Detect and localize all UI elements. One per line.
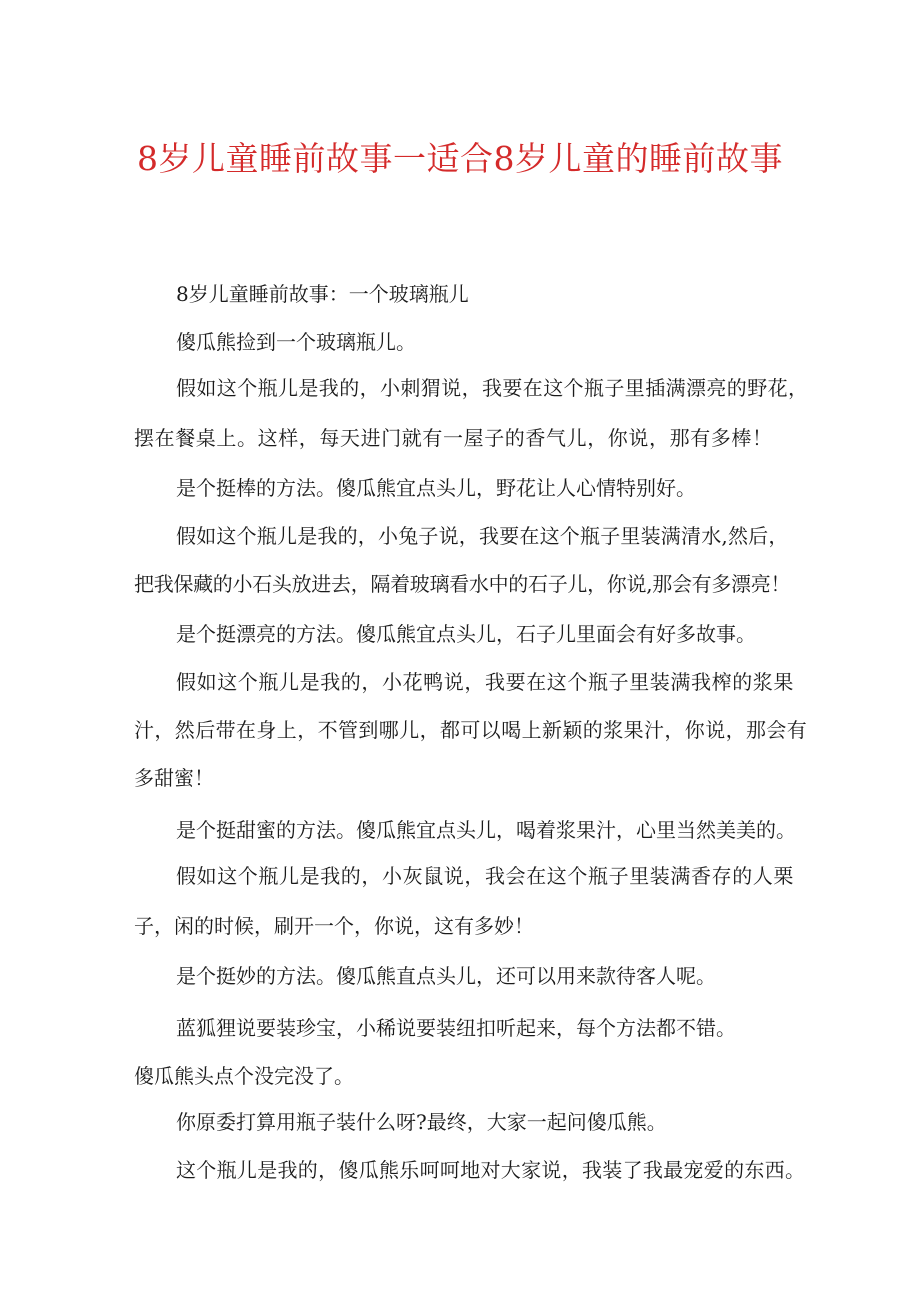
paragraph-line: 这个瓶儿是我的，傻瓜熊乐呵呵地对大家说，我装了我最宠爱的东西。: [176, 1158, 806, 1182]
paragraph-line: 把我保藏的小石头放进去，隔着玻璃看水中的石子儿，你说,那会有多漂亮！: [134, 572, 791, 596]
paragraph-line: 摆在餐桌上。这样，每天进门就有一屋子的香气儿，你说，那有多棒！: [134, 426, 773, 450]
document-title: 8岁儿童睡前故事一适合8岁儿童的睡前故事: [137, 139, 783, 178]
paragraph-line: 是个挺漂亮的方法。傻瓜熊宜点头儿，石子儿里面会有好多故事。: [176, 622, 756, 646]
paragraph-line: 子，闲的时候，刷开一个，你说，这有多妙！: [134, 914, 534, 938]
paragraph-line: 蓝狐狸说要装珍宝，小稀说要装纽扣听起来，每个方法都不错。: [176, 1016, 736, 1040]
paragraph-line: 假如这个瓶儿是我的，小兔子说，我要在这个瓶子里装满清水,然后，: [176, 524, 789, 548]
paragraph-line: 多甜蜜！: [134, 766, 214, 790]
paragraph-line: 你原委打算用瓶子装什么呀?最终，大家一起问傻瓜熊。: [176, 1110, 667, 1134]
paragraph-line: 假如这个瓶儿是我的，小灰鼠说，我会在这个瓶子里装满香存的人栗: [176, 864, 794, 888]
paragraph-line: 是个挺甜蜜的方法。傻瓜熊宜点头儿，喝着浆果汁，心里当然美美的。: [176, 818, 796, 842]
subtitle-line: 8岁儿童睡前故事：一个玻璃瓶儿: [176, 282, 469, 306]
paragraph-line: 假如这个瓶儿是我的，小花鸭说，我要在这个瓶子里装满我榨的浆果: [176, 670, 794, 694]
paragraph-line: 是个挺妙的方法。傻瓜熊直点头儿，还可以用来款待客人呢。: [176, 964, 716, 988]
paragraph-line: 是个挺棒的方法。傻瓜熊宜点头儿，野花让人心情特别好。: [176, 476, 696, 500]
paragraph-line: 汁，然后带在身上，不管到哪儿，都可以喝上新颖的浆果汁，你说，那会有: [134, 718, 808, 742]
paragraph-line: 傻瓜熊头点个没完没了。: [134, 1064, 354, 1088]
paragraph-line: 假如这个瓶儿是我的，小刺猬说，我要在这个瓶子里插满漂亮的野花，: [176, 376, 809, 400]
paragraph-line: 傻瓜熊捡到一个玻璃瓶儿。: [176, 330, 416, 354]
